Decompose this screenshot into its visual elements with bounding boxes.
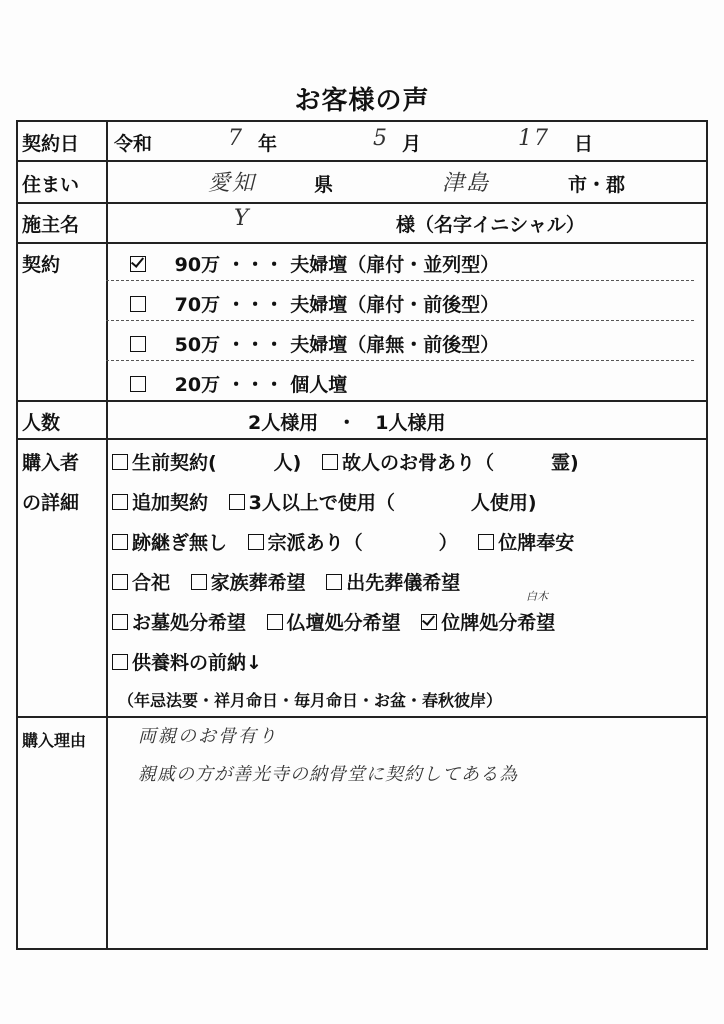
detail-line-5 (112, 608, 569, 635)
checkbox[interactable] (326, 574, 342, 590)
purchaser-label-2: の詳細 (22, 492, 80, 514)
plan-text: 70万 ・・・ 夫婦壇（扉付・前後型） (174, 294, 500, 316)
plan-option[interactable] (130, 370, 347, 397)
detail-line-6 (112, 648, 262, 675)
customer-voice-form (16, 120, 708, 950)
checkbox-checked[interactable] (130, 256, 146, 272)
detail-line-7: （年忌法要・祥月命日・毎月命日・お盆・春秋彼岸） (118, 691, 503, 710)
dashed-divider (106, 320, 694, 321)
row-divider (18, 400, 706, 402)
dashed-divider (106, 360, 694, 361)
checkbox[interactable] (112, 494, 128, 510)
people-label: 人数 (22, 412, 61, 434)
option-text: 追加契約 (132, 492, 209, 514)
year-unit: 年 (258, 133, 278, 155)
option-text: 宗派あり（ ） (267, 532, 458, 554)
checkbox[interactable] (322, 454, 338, 470)
city-unit: 市・郡 (568, 174, 626, 196)
option-text: 位牌奉安 (498, 532, 575, 554)
row-divider (18, 438, 706, 440)
option-text: 故人のお骨あり（ 霊) (342, 452, 579, 474)
contract-date-label: 契約日 (22, 133, 80, 155)
row-divider (18, 202, 706, 204)
option-text: 生前契約( 人) (132, 452, 302, 474)
checkbox[interactable] (112, 574, 128, 590)
option-text: 家族葬希望 (210, 572, 306, 594)
month-unit: 月 (402, 133, 422, 155)
day-unit: 日 (574, 133, 594, 155)
option-text: 位牌処分希望 (441, 612, 556, 634)
prefecture-value[interactable]: 愛知 (208, 171, 257, 196)
option-text: 跡継ぎ無し (132, 532, 228, 554)
month-value[interactable]: 5 (373, 126, 389, 151)
column-divider (106, 122, 108, 948)
row-divider (18, 160, 706, 162)
plan-text: 90万 ・・・ 夫婦壇（扉付・並列型） (174, 254, 500, 276)
detail-line-2 (112, 488, 551, 515)
plan-option[interactable] (130, 250, 499, 277)
detail-line-3 (112, 528, 588, 555)
plan-option[interactable] (130, 290, 499, 317)
row-divider (18, 242, 706, 244)
option-text: お墓処分希望 (132, 612, 247, 634)
checkbox[interactable] (248, 534, 264, 550)
option-text: 出先葬儀希望 (346, 572, 461, 594)
checkbox[interactable] (112, 454, 128, 470)
city-value[interactable]: 津島 (442, 171, 491, 196)
reason-line-1[interactable]: 両親のお骨有り (138, 726, 278, 747)
checkbox-checked[interactable] (421, 614, 437, 630)
checkbox[interactable] (478, 534, 494, 550)
dashed-divider (106, 280, 694, 281)
residence-label: 住まい (22, 174, 80, 196)
plan-text: 20万 ・・・ 個人壇 (174, 374, 348, 396)
owner-label: 施主名 (22, 214, 80, 236)
row-divider (18, 716, 706, 718)
plan-text: 50万 ・・・ 夫婦壇（扉無・前後型） (174, 334, 500, 356)
checkbox[interactable] (112, 534, 128, 550)
owner-suffix: 様（名字イニシャル） (396, 214, 585, 236)
detail-line-4 (112, 568, 474, 595)
option-text: 3人以上で使用（ 人使用) (248, 492, 537, 514)
detail-line-1 (112, 448, 593, 475)
owner-name-value[interactable]: Y (234, 206, 251, 231)
checkbox[interactable] (229, 494, 245, 510)
reason-label: 購入理由 (22, 731, 87, 750)
purchaser-label: 購入者 (22, 452, 80, 474)
era-label: 令和 (114, 133, 153, 155)
checkbox[interactable] (267, 614, 283, 630)
checkbox[interactable] (191, 574, 207, 590)
checkbox[interactable] (130, 376, 146, 392)
day-value[interactable]: 17 (518, 126, 550, 151)
people-options[interactable]: 2人様用 ・ 1人様用 (248, 412, 446, 434)
prefecture-unit: 県 (314, 174, 334, 196)
checkbox[interactable] (112, 614, 128, 630)
option-text: 供養料の前納↓ (132, 652, 262, 674)
checkbox[interactable] (130, 296, 146, 312)
checkbox[interactable] (112, 654, 128, 670)
reason-line-2[interactable]: 親戚の方が善光寺の納骨堂に契約してある為 (138, 764, 518, 785)
handwritten-note: 白木 (526, 590, 548, 603)
option-text: 仏壇処分希望 (286, 612, 401, 634)
checkbox[interactable] (130, 336, 146, 352)
plan-option[interactable] (130, 330, 499, 357)
option-text: 合祀 (132, 572, 171, 594)
contract-label: 契約 (22, 254, 61, 276)
page-title: お客様の声 (294, 86, 430, 116)
year-value[interactable]: 7 (228, 126, 244, 151)
